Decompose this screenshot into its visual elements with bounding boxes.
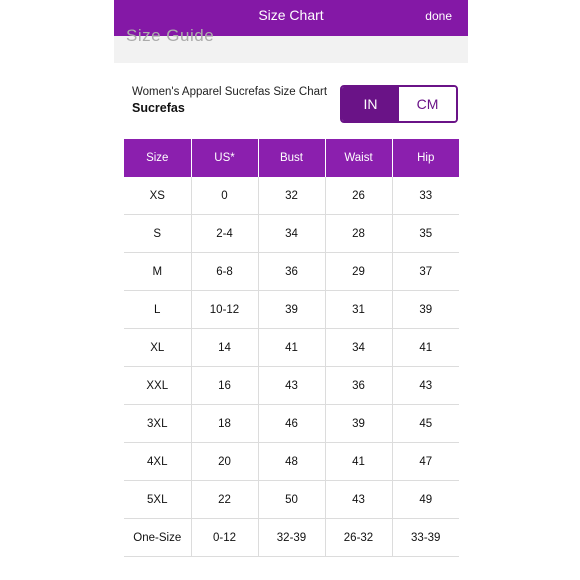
chart-subtitle: Women's Apparel Sucrefas Size Chart bbox=[132, 86, 328, 98]
cell-bust: 48 bbox=[258, 443, 325, 481]
cell-hip: 43 bbox=[392, 367, 459, 405]
size-chart-table bbox=[124, 139, 459, 557]
cell-size: One-Size bbox=[124, 519, 191, 557]
column-header-us: US* bbox=[191, 139, 258, 177]
cell-waist: 43 bbox=[325, 481, 392, 519]
unit-toggle bbox=[340, 85, 458, 123]
column-header-hip: Hip bbox=[392, 139, 459, 177]
table-row bbox=[124, 519, 459, 557]
cell-us: 20 bbox=[191, 443, 258, 481]
nav-title: Size Chart bbox=[258, 7, 324, 23]
cell-size: XXL bbox=[124, 367, 191, 405]
cell-hip: 33-39 bbox=[392, 519, 459, 557]
cell-waist: 26 bbox=[325, 177, 392, 215]
cell-us: 2-4 bbox=[191, 215, 258, 253]
app-screen bbox=[114, 0, 468, 580]
cell-us: 14 bbox=[191, 329, 258, 367]
cell-waist: 34 bbox=[325, 329, 392, 367]
cell-bust: 34 bbox=[258, 215, 325, 253]
cell-size: XL bbox=[124, 329, 191, 367]
table-row bbox=[124, 291, 459, 329]
cell-hip: 33 bbox=[392, 177, 459, 215]
cell-bust: 41 bbox=[258, 329, 325, 367]
cell-hip: 35 bbox=[392, 215, 459, 253]
cell-size: 5XL bbox=[124, 481, 191, 519]
table-row bbox=[124, 405, 459, 443]
cell-us: 10-12 bbox=[191, 291, 258, 329]
cell-size: M bbox=[124, 253, 191, 291]
unit-option-in[interactable]: IN bbox=[342, 87, 399, 121]
done-button[interactable]: done bbox=[425, 9, 452, 23]
cell-bust: 50 bbox=[258, 481, 325, 519]
cell-us: 6-8 bbox=[191, 253, 258, 291]
cell-size: S bbox=[124, 215, 191, 253]
cell-waist: 31 bbox=[325, 291, 392, 329]
cell-us: 0 bbox=[191, 177, 258, 215]
cell-waist: 26-32 bbox=[325, 519, 392, 557]
cell-waist: 28 bbox=[325, 215, 392, 253]
cell-size: 3XL bbox=[124, 405, 191, 443]
cell-size: L bbox=[124, 291, 191, 329]
cell-us: 0-12 bbox=[191, 519, 258, 557]
table-row bbox=[124, 443, 459, 481]
cell-size: XS bbox=[124, 177, 191, 215]
cell-waist: 39 bbox=[325, 405, 392, 443]
table-header-row bbox=[124, 139, 459, 177]
unit-option-cm[interactable]: CM bbox=[399, 87, 456, 121]
table-row bbox=[124, 253, 459, 291]
table-row bbox=[124, 329, 459, 367]
table-row bbox=[124, 177, 459, 215]
cell-hip: 41 bbox=[392, 329, 459, 367]
table-row bbox=[124, 367, 459, 405]
cell-hip: 49 bbox=[392, 481, 459, 519]
cell-us: 18 bbox=[191, 405, 258, 443]
table-row bbox=[124, 481, 459, 519]
brand-name: Sucrefas bbox=[132, 101, 185, 115]
cell-hip: 39 bbox=[392, 291, 459, 329]
cell-waist: 36 bbox=[325, 367, 392, 405]
cell-waist: 29 bbox=[325, 253, 392, 291]
cell-bust: 32-39 bbox=[258, 519, 325, 557]
cell-bust: 43 bbox=[258, 367, 325, 405]
cell-us: 16 bbox=[191, 367, 258, 405]
cell-us: 22 bbox=[191, 481, 258, 519]
scrolled-header-panel bbox=[114, 26, 468, 63]
cell-hip: 45 bbox=[392, 405, 459, 443]
cell-waist: 41 bbox=[325, 443, 392, 481]
column-header-size: Size bbox=[124, 139, 191, 177]
cell-bust: 36 bbox=[258, 253, 325, 291]
cell-hip: 37 bbox=[392, 253, 459, 291]
cell-bust: 32 bbox=[258, 177, 325, 215]
cell-size: 4XL bbox=[124, 443, 191, 481]
table-row bbox=[124, 215, 459, 253]
column-header-waist: Waist bbox=[325, 139, 392, 177]
cell-hip: 47 bbox=[392, 443, 459, 481]
column-header-bust: Bust bbox=[258, 139, 325, 177]
cell-bust: 39 bbox=[258, 291, 325, 329]
cell-bust: 46 bbox=[258, 405, 325, 443]
ghost-title: Size Guide bbox=[126, 26, 215, 45]
